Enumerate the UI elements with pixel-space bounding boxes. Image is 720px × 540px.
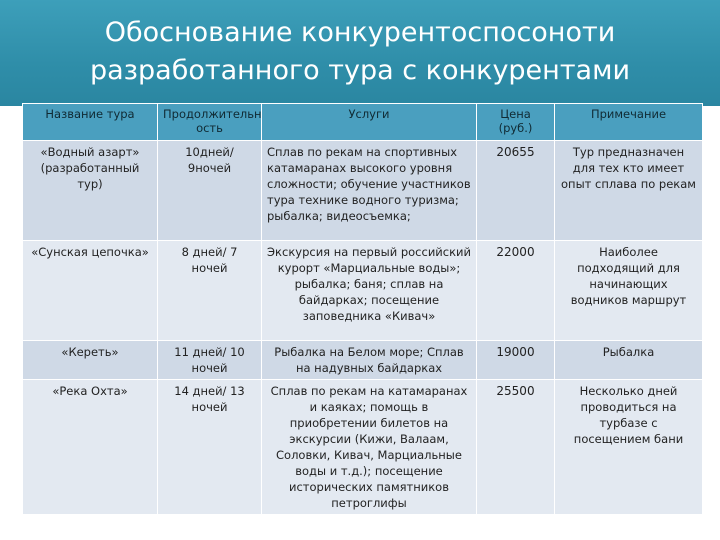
- tour-duration: 8 дней/ 7 ночей: [158, 241, 262, 341]
- tour-price: 20655: [477, 141, 555, 241]
- slide-title: [0, 14, 720, 90]
- tour-name: «Кереть»: [23, 341, 158, 380]
- tour-note: Несколько дней проводиться на турбазе с посещением бани: [555, 380, 703, 515]
- table-row: [23, 241, 703, 341]
- tour-services: Экскурсия на первый российский курорт «Марциальные воды»; рыбалка; баня; сплав на байдарках; посещение заповедника «Кивач»: [262, 241, 477, 341]
- header-duration: Продолжительн ость: [158, 104, 262, 141]
- header-tour-name: Название тура: [23, 104, 158, 141]
- table-row: [23, 341, 703, 380]
- tour-name: «Река Охта»: [23, 380, 158, 515]
- table-header-row: [23, 104, 703, 141]
- header-price: Цена (руб.): [477, 104, 555, 141]
- tour-duration: 11 дней/ 10 ночей: [158, 341, 262, 380]
- tour-note: Рыбалка: [555, 341, 703, 380]
- table-row: [23, 141, 703, 241]
- tour-services: Сплав по рекам на катамаранах и каяках; помощь в приобретении билетов на экскурсии (Кижи, Валаам, Соловки, Кивач, Марциальные воды и т.д.); посещение исторических памятников петроглифы: [262, 380, 477, 515]
- tour-price: 19000: [477, 341, 555, 380]
- tour-duration: 14 дней/ 13 ночей: [158, 380, 262, 515]
- competitor-table: [22, 103, 703, 515]
- tour-services: Рыбалка на Белом море; Сплав на надувных байдарках: [262, 341, 477, 380]
- tour-services: Сплав по рекам на спортивных катамаранах высокого уровня сложности; обучение участников тура технике водного туризма; рыбалка; видеосъемка;: [262, 141, 477, 241]
- header-note: Примечание: [555, 104, 703, 141]
- tour-name: «Сунская цепочка»: [23, 241, 158, 341]
- tour-price: 22000: [477, 241, 555, 341]
- table-row: [23, 380, 703, 515]
- title-line-2: разработанного тура с конкурентами: [89, 55, 631, 86]
- tour-duration: 10дней/ 9ночей: [158, 141, 262, 241]
- tour-name: «Водный азарт» (разработанный тур): [23, 141, 158, 241]
- tour-note: Тур предназначен для тех кто имеет опыт сплава по рекам: [555, 141, 703, 241]
- header-services: Услуги: [262, 104, 477, 141]
- title-banner: [0, 0, 720, 106]
- title-line-1: Обоснование конкурентоспосоноти: [104, 17, 616, 48]
- tour-note: Наиболее подходящий для начинающих водников маршрут: [555, 241, 703, 341]
- tour-price: 25500: [477, 380, 555, 515]
